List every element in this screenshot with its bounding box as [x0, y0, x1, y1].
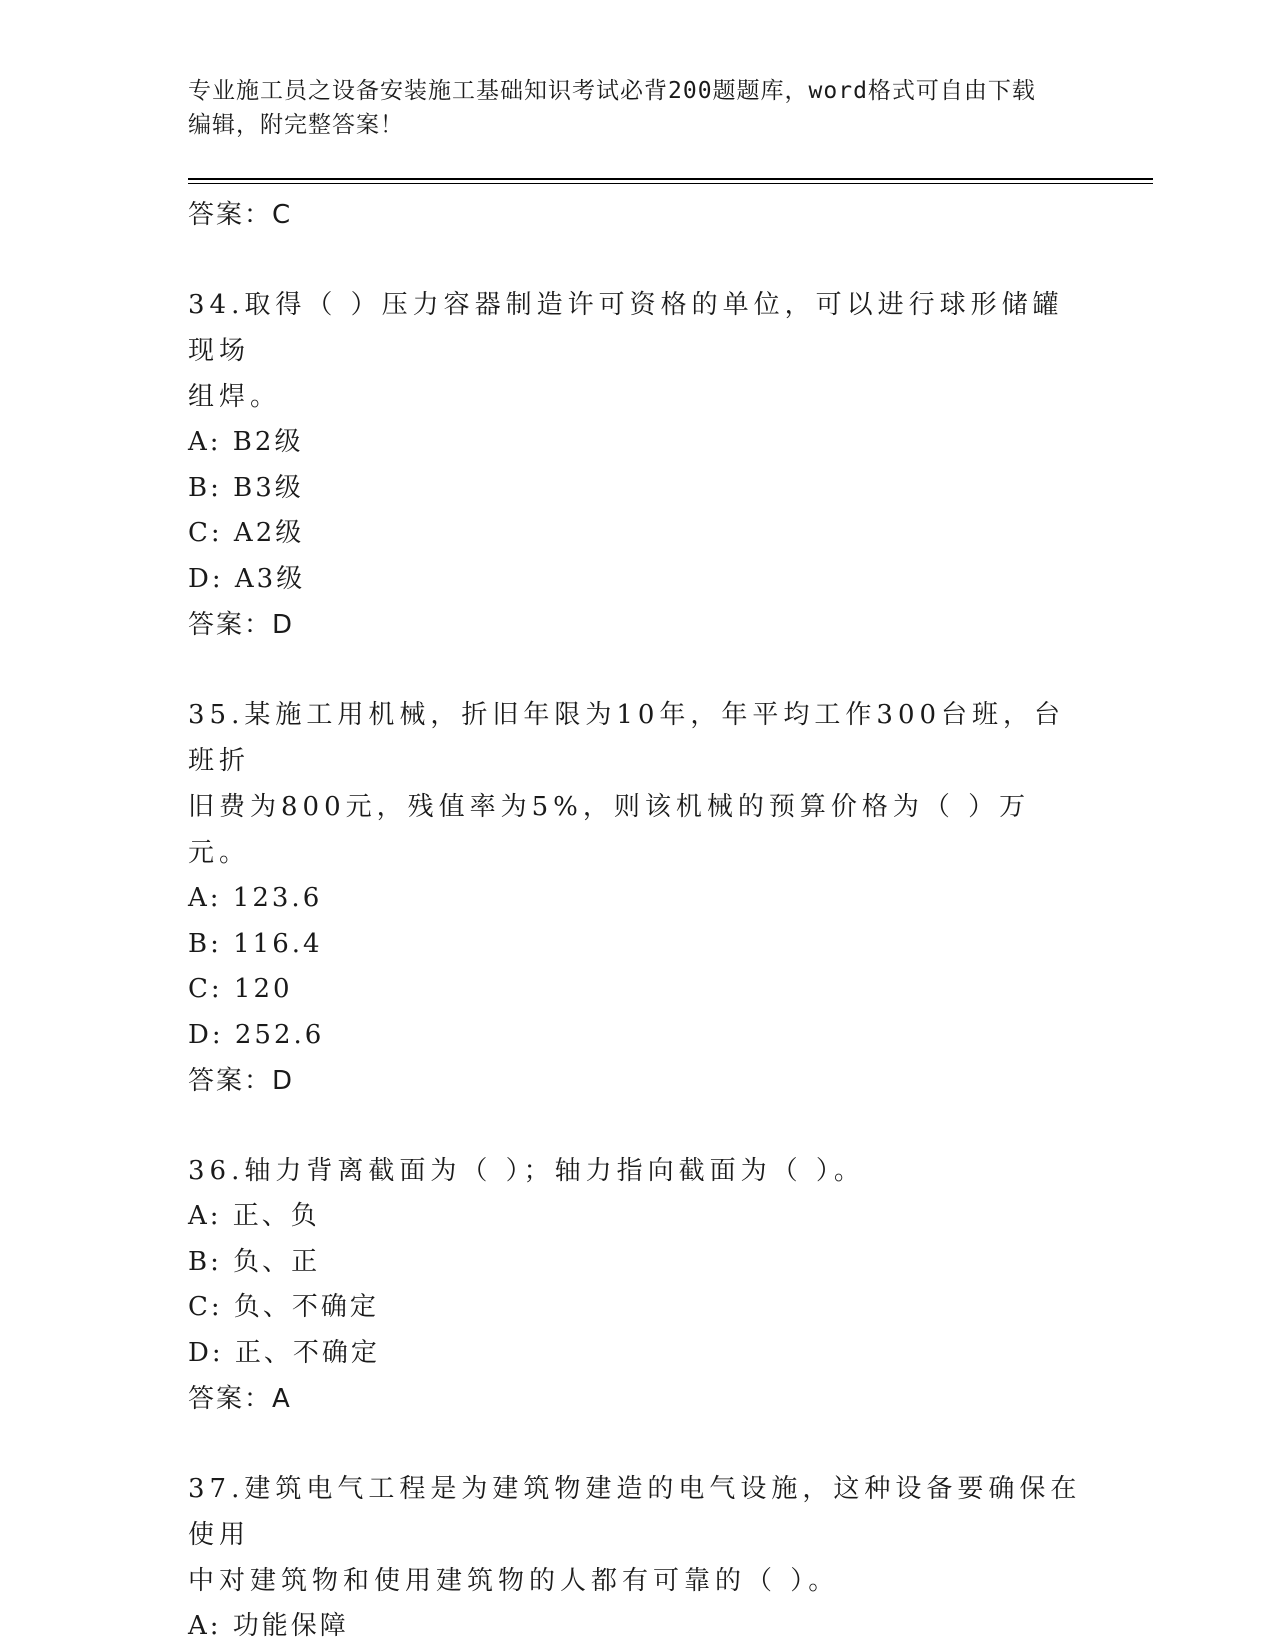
- answer-line: 答案：D: [188, 1066, 295, 1096]
- option-c: C: 负、不确定: [188, 1292, 379, 1322]
- option-c: C: 120: [188, 974, 293, 1004]
- option-a: A: 功能保障: [188, 1611, 349, 1641]
- header-rule-thin: [188, 183, 1153, 184]
- question-37: [188, 1466, 1088, 1650]
- question-36: [188, 1148, 1088, 1422]
- answer-line: 答案：C: [188, 200, 293, 230]
- option-d: D: 正、不确定: [188, 1337, 380, 1368]
- option-b: B: 负、正: [188, 1246, 321, 1277]
- header-title-line-2: 编辑，附完整答案！: [188, 112, 404, 138]
- header-rule-thick: [188, 178, 1153, 180]
- answer-line: 答案：D: [188, 610, 295, 640]
- question-stem-cont: 组焊。: [188, 382, 282, 412]
- option-b: B: B3级: [188, 472, 304, 503]
- question-stem: 34.取得（ ）压力容器制造许可资格的单位，可以进行球形储罐现场: [188, 290, 1064, 366]
- option-a: A: 正、负: [188, 1201, 320, 1231]
- option-a: A: 123.6: [188, 883, 323, 913]
- question-list: [188, 192, 1088, 1650]
- question-stem: 35.某施工用机械，折旧年限为10年，年平均工作300台班，台班折: [188, 700, 1066, 776]
- document-header: [188, 74, 1068, 142]
- answer-line: 答案：A: [188, 1384, 292, 1414]
- option-d: D: A3级: [188, 563, 306, 594]
- header-title-line-1: 专业施工员之设备安装施工基础知识考试必背200题题库，word格式可自由下载: [188, 78, 1036, 104]
- question-35: [188, 692, 1088, 1104]
- question-stem: 37.建筑电气工程是为建筑物建造的电气设施，这种设备要确保在使用: [188, 1474, 1082, 1550]
- option-b: B: 116.4: [188, 928, 323, 959]
- question-34: [188, 282, 1088, 648]
- option-a: A: B2级: [188, 427, 304, 457]
- question-stem-cont: 中对建筑物和使用建筑物的人都有可靠的（ ）。: [188, 1566, 840, 1596]
- question-stem: 36.轴力背离截面为（ ）；轴力指向截面为（ ）。: [188, 1156, 865, 1186]
- question-stem-cont: 旧费为800元，残值率为5%，则该机械的预算价格为（ ）万元。: [188, 792, 1031, 868]
- option-c: C: A2级: [188, 518, 305, 548]
- option-d: D: 252.6: [188, 1019, 325, 1050]
